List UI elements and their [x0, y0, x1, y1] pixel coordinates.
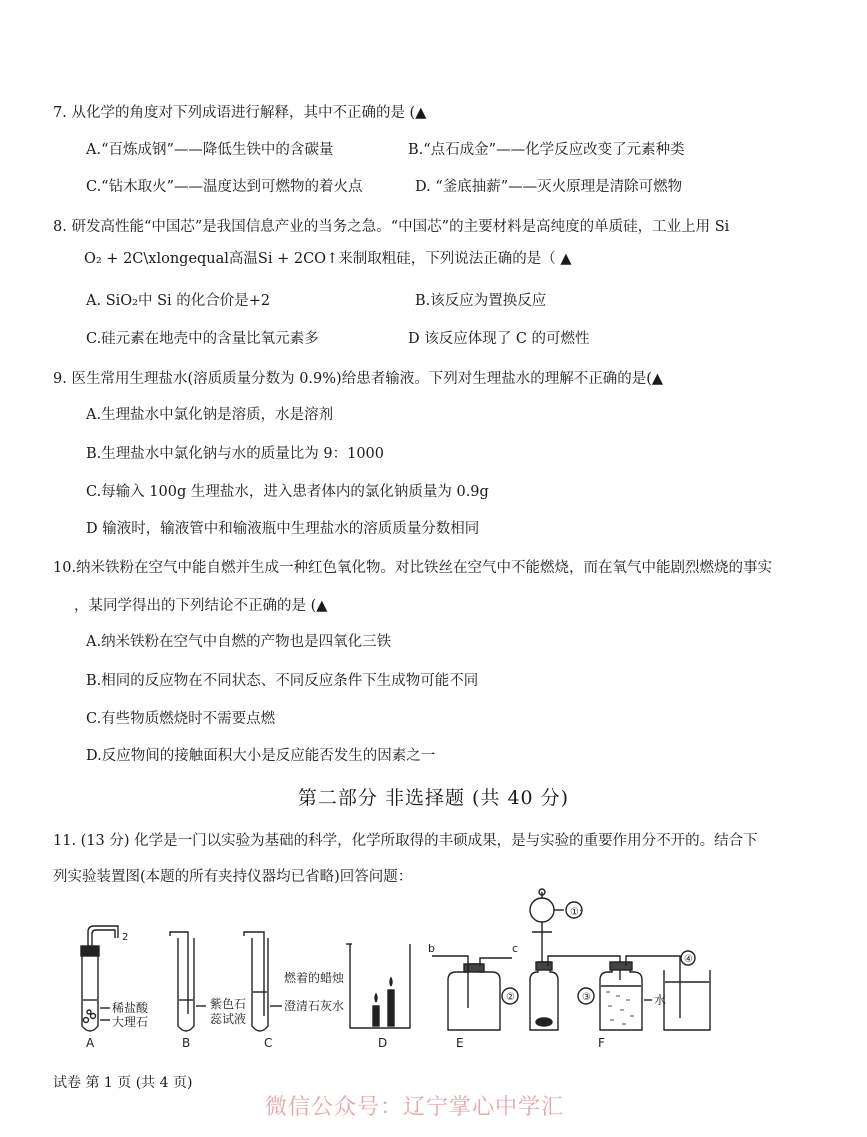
- label-acid: 稀盐酸: [112, 1001, 149, 1015]
- label-F: F: [598, 1036, 605, 1050]
- label-E: E: [456, 1036, 464, 1050]
- q10-option-a: A.纳米铁粉在空气中自燃的产物也是四氧化三铁: [86, 634, 392, 650]
- apparatus-d: [284, 944, 410, 1050]
- q9-option-a: A.生理盐水中氯化钠是溶质，水是溶剂: [86, 407, 334, 423]
- q8-stem-line2: O₂ + 2C\xlongequal高温Si + 2CO↑来制取粗硅，下列说法正确的是（ ▲: [84, 251, 572, 267]
- label-D: D: [378, 1036, 388, 1050]
- apparatus-figure: [60, 888, 740, 1058]
- label-B: B: [182, 1036, 191, 1050]
- label-water: 水: [654, 993, 667, 1007]
- q8-option-b: B.该反应为置换反应: [415, 293, 547, 309]
- apparatus-f: [502, 889, 710, 1050]
- q7-option-c: C.“钻木取火”——温度达到可燃物的着火点: [86, 179, 363, 195]
- q9-option-b: B.生理盐水中氯化钠与水的质量比为 9：1000: [86, 446, 384, 462]
- q9-option-d: D 输液时，输液管中和输液瓶中生理盐水的溶质质量分数相同: [86, 521, 480, 537]
- apparatus-a: [81, 926, 149, 1050]
- q10-stem-line1: 10.纳米铁粉在空气中能自燃并生成一种红色氧化物。对比铁丝在空气中不能燃烧，而在氧气中能剧烈燃烧的事实: [53, 560, 773, 576]
- label-A: A: [86, 1036, 95, 1050]
- q8-stem-line1: 8. 研发高性能“中国芯”是我国信息产业的当务之急。“中国芯”的主要材料是高纯度的单质硅，工业上用 Si: [53, 219, 730, 235]
- label-C: C: [264, 1036, 273, 1050]
- q10-option-d: D.反应物间的接触面积大小是反应能否发生的因素之一: [86, 748, 436, 764]
- label-litmus-2: 蕊试液: [210, 1012, 247, 1026]
- apparatus-e: [428, 942, 518, 1050]
- q10-option-c: C.有些物质燃烧时不需要点燃: [86, 711, 276, 727]
- label-litmus-1: 紫色石: [210, 997, 247, 1011]
- q8-option-d: D 该反应体现了 C 的可燃性: [408, 331, 590, 347]
- label-candle: 燃着的蜡烛: [284, 971, 345, 985]
- q11-stem-line1: 11. (13 分) 化学是一门以实验为基础的科学，化学所取得的丰硕成果，是与实验的重要作用分不开的。结合下: [53, 833, 758, 849]
- label-c: c: [512, 942, 519, 955]
- label-circle2: ②: [506, 992, 515, 1003]
- label-limewater: 澄清石灰水: [284, 999, 345, 1013]
- q7-option-d: D. “釜底抽薪”——灭火原理是清除可燃物: [415, 179, 683, 195]
- q7-option-b: B.“点石成金”——化学反应改变了元素种类: [408, 142, 685, 158]
- q7-option-a: A.“百炼成钢”——降低生铁中的含碳量: [86, 142, 334, 158]
- watermark: 微信公众号：辽宁掌心中学汇: [265, 1095, 565, 1120]
- label-circle1: ①;: [570, 907, 583, 918]
- q10-stem-line2: ，某同学得出的下列结论不正确的是 (▲: [74, 598, 328, 614]
- apparatus-b: [170, 932, 246, 1050]
- q9-stem: 9. 医生常用生理盐水(溶质质量分数为 0.9%)给患者输液。下列对生理盐水的理解不正确的是(▲: [53, 371, 664, 387]
- label-circle4: ④: [684, 954, 693, 965]
- label-circle3: ③: [582, 992, 591, 1003]
- part2-title: 第二部分 非选择题 (共 40 分): [297, 787, 570, 809]
- label-marble: 大理石: [112, 1015, 149, 1029]
- q11-stem-line2: 列实验装置图(本题的所有夹持仪器均已省略)回答问题：: [53, 869, 413, 885]
- label-b: b: [428, 942, 435, 955]
- q7-stem: 7. 从化学的角度对下列成语进行解释，其中不正确的是 (▲: [53, 105, 427, 121]
- page-footer: 试卷 第 1 页 (共 4 页): [53, 1075, 193, 1091]
- q8-option-c: C.硅元素在地壳中的含量比氧元素多: [86, 331, 319, 347]
- q10-option-b: B.相同的反应物在不同状态、不同反应条件下生成物可能不同: [86, 673, 479, 689]
- label-2: 2: [122, 932, 129, 943]
- apparatus-c: [244, 932, 282, 1050]
- q9-option-c: C.每输入 100g 生理盐水，进入患者体内的氯化钠质量为 0.9g: [86, 484, 489, 500]
- q8-option-a: A. SiO₂中 Si 的化合价是+2: [86, 293, 271, 309]
